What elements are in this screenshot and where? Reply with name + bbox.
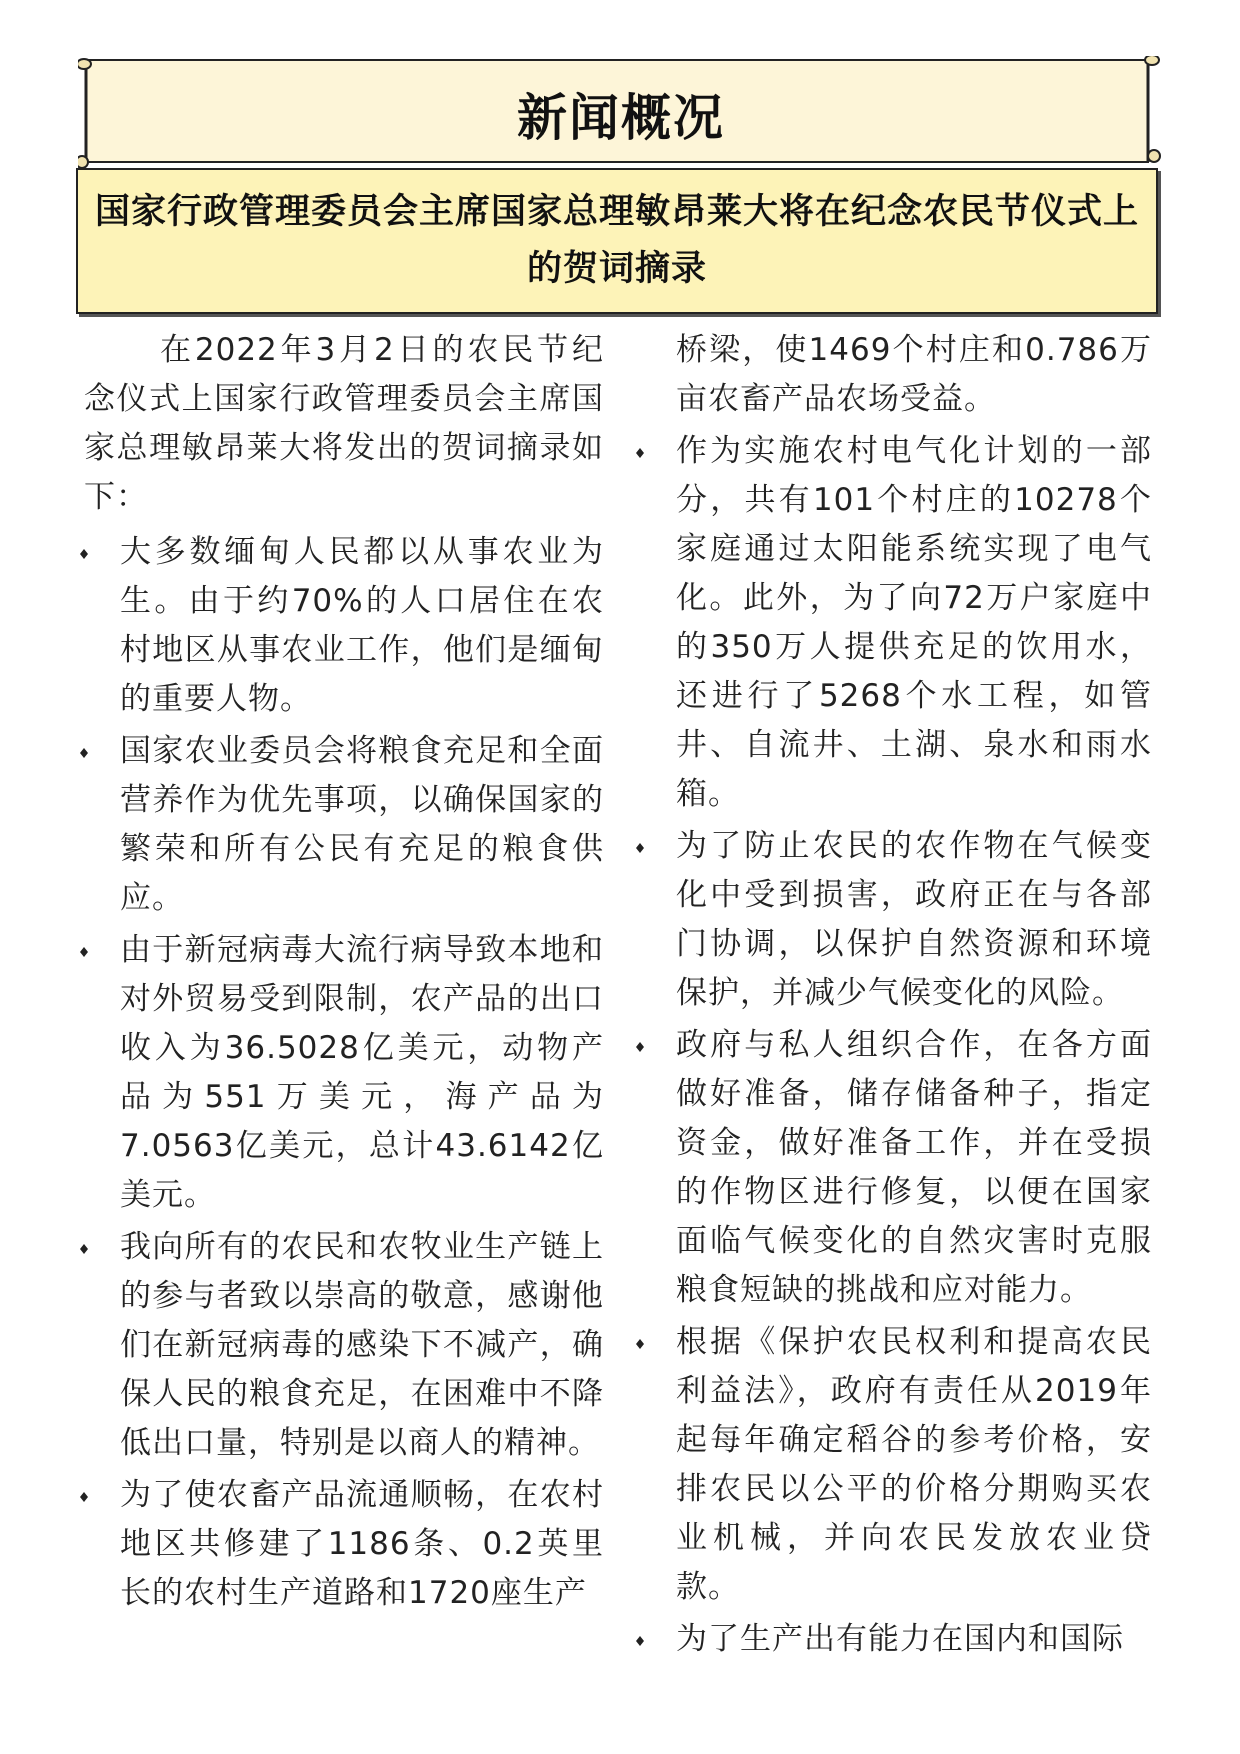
left-column	[84, 326, 604, 1621]
bullet-text: 为了生产出有能力在国内和国际	[676, 1621, 1124, 1657]
bullet-text: 由于新冠病毒大流行病导致本地和对外贸易受到限制，农产品的出口收入为36.5028亿美元，动物产品为551万美元，海产品为7.0563亿美元，总计43.6142亿美元。	[120, 932, 604, 1213]
list-item	[640, 427, 1152, 819]
subtitle-box	[76, 168, 1158, 314]
list-item	[84, 1471, 604, 1618]
bullet-text: 作为实施农村电气化计划的一部分，共有101个村庄的10278个家庭通过太阳能系统实现了电气化。此外，为了向72万户家庭中的350万人提供充足的饮用水，还进行了5268个水工程，如管井、自流井、土湖、泉水和雨水箱。	[676, 433, 1152, 812]
left-bullet-list	[84, 528, 604, 1618]
diamond-bullet-icon	[636, 843, 644, 853]
diamond-bullet-icon	[80, 748, 88, 758]
bullet-text: 政府与私人组织合作，在各方面做好准备，储存储备种子，指定资金，做好准备工作，并在受损的作物区进行修复，以便在国家面临气候变化的自然灾害时克服粮食短缺的挑战和应对能力。	[676, 1027, 1152, 1308]
list-item	[640, 1021, 1152, 1315]
diamond-bullet-icon	[636, 1636, 644, 1646]
list-item	[640, 1615, 1152, 1664]
diamond-bullet-icon	[80, 947, 88, 957]
bullet-text: 为了使农畜产品流通顺畅，在农村地区共修建了1186条、0.2英里长的农村生产道路和1720座生产	[120, 1477, 604, 1611]
diamond-bullet-icon	[80, 1244, 88, 1254]
bullet-text: 为了防止农民的农作物在气候变化中受到损害，政府正在与各部门协调，以保护自然资源和环境保护，并减少气候变化的风险。	[676, 828, 1152, 1011]
bullet-text: 根据《保护农民权利和提高农民利益法》，政府有责任从2019年起每年确定稻谷的参考价格，安排农民以公平的价格分期购买农业机械，并向农民发放农业贷款。	[676, 1324, 1152, 1605]
list-item	[84, 528, 604, 724]
bullet-text: 国家农业委员会将粮食充足和全面营养作为优先事项，以确保国家的繁荣和所有公民有充足的粮食供应。	[120, 733, 604, 916]
list-item	[84, 1223, 604, 1468]
page-title: 新闻概况	[517, 88, 725, 147]
list-item	[640, 1318, 1152, 1612]
diamond-bullet-icon	[636, 1042, 644, 1052]
diamond-bullet-icon	[80, 1492, 88, 1502]
list-item	[640, 822, 1152, 1018]
bullet-text: 我向所有的农民和农牧业生产链上的参与者致以崇高的敬意，感谢他们在新冠病毒的感染下不减产，确保人民的粮食充足，在困难中不降低出口量，特别是以商人的精神。	[120, 1229, 604, 1461]
intro-paragraph: 在2022年3月2日的农民节纪念仪式上国家行政管理委员会主席国家总理敏昂莱大将发出的贺词摘录如下：	[84, 332, 604, 515]
header-scroll-banner	[78, 56, 1164, 172]
diamond-bullet-icon	[636, 448, 644, 458]
right-bullet-list	[640, 427, 1152, 1664]
right-column	[640, 326, 1152, 1667]
bullet-text: 大多数缅甸人民都以从事农业为生。由于约70%的人口居住在农村地区从事农业工作，他们是缅甸的重要人物。	[120, 534, 604, 717]
continued-bullet-text: 桥梁，使1469个村庄和0.786万亩农畜产品农场受益。	[676, 332, 1152, 417]
list-item	[84, 926, 604, 1220]
diamond-bullet-icon	[80, 549, 88, 559]
list-item	[84, 727, 604, 923]
article-subtitle: 国家行政管理委员会主席国家总理敏昂莱大将在纪念农民节仪式上的贺词摘录	[94, 192, 1139, 289]
diamond-bullet-icon	[636, 1339, 644, 1349]
